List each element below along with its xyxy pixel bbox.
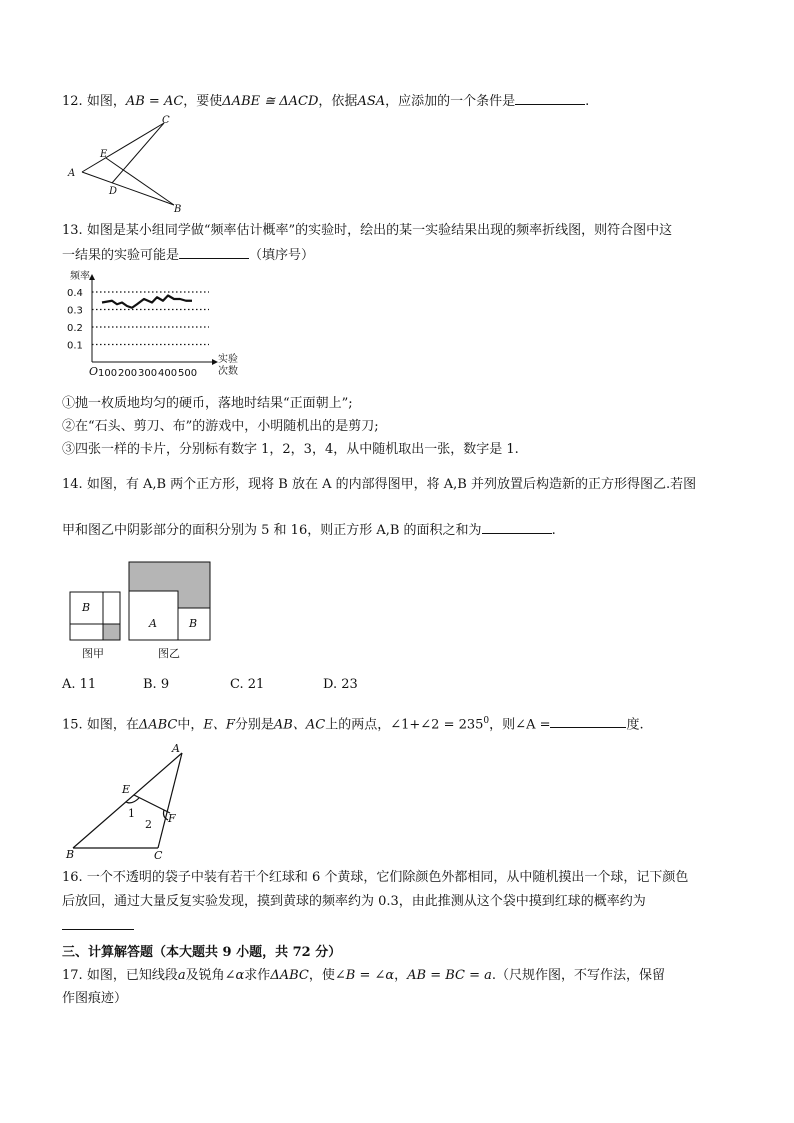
q15-triangle-figure — [62, 740, 202, 864]
q12-label-e: E — [100, 149, 108, 160]
x-axis-label-line2: 次数 — [218, 366, 238, 377]
origin-label: O — [89, 365, 99, 378]
answer-blank-q15[interactable] — [550, 714, 626, 728]
q14-option-a[interactable]: A. 11 — [62, 677, 97, 692]
answer-blank-q14[interactable] — [482, 520, 552, 534]
y-tick-label: 0.1 — [67, 340, 83, 352]
x-tick-label: 200 — [118, 368, 138, 379]
q12-text: 12. 如图，AB = AC，要使ΔABE ≅ ΔACD，依据ASA，应添加的一个条件是 . — [62, 91, 589, 111]
frequency-series-line — [102, 296, 192, 308]
y-tick-label: 0.4 — [67, 288, 83, 299]
caption-yi: 图乙 — [158, 647, 180, 660]
q12-label-a: A — [68, 168, 76, 179]
q12-label-d: D — [109, 186, 118, 197]
y-tick-label: 0.2 — [67, 323, 83, 334]
yi-label-a: A — [149, 617, 157, 630]
q13-option-1: ①抛一枚质地均匀的硬币，落地时结果“正面朝上”; — [62, 396, 353, 411]
q14-option-b[interactable]: B. 9 — [143, 677, 170, 692]
q17-text-line1: 17. 如图，已知线段a及锐角∠α求作ΔABC，使∠B = ∠α，AB = BC = a.（尺规作图，不写作法，保留 — [62, 968, 666, 983]
q16-text-line1: 16. 一个不透明的袋子中装有若干个红球和 6 个黄球，它们除颜色外都相同，从中随机摸出一个球，记下颜色 — [62, 870, 689, 885]
caption-jia: 图甲 — [82, 647, 104, 660]
answer-blank-q12[interactable] — [515, 91, 585, 105]
answer-blank-q13[interactable] — [179, 245, 249, 259]
q12-figure — [62, 112, 192, 214]
q13-option-2: ②在“石头、剪刀、布”的游戏中，小明随机出的是剪刀; — [62, 419, 379, 434]
q15-label-b: B — [66, 848, 75, 861]
q15-angle-2: 2 — [145, 818, 152, 831]
yi-square-a — [129, 591, 178, 640]
q15-text: 15. 如图，在ΔABC中，E、F分别是AB、AC上的两点，∠1+∠2 = $235^0$，则∠A = 度. — [62, 716, 644, 733]
q16-answer-line — [62, 916, 134, 936]
y-axis-label: 频率 — [70, 271, 90, 282]
jia-label-b: B — [82, 601, 91, 614]
x-tick-label: 100 — [98, 368, 118, 379]
q14-option-c[interactable]: C. 21 — [230, 677, 265, 692]
q14-text-line2: 甲和图乙中阴影部分的面积分别为 5 和 16，则正方形 A,B 的面积之和为 . — [62, 520, 556, 540]
q16-text-line2: 后放回，通过大量反复实验发现，摸到黄球的频率约为 0.3，由此推测从这个袋中摸到红球的概率约为 — [62, 894, 646, 909]
q15-label-c: C — [154, 849, 163, 862]
q12-label-b: B — [174, 204, 182, 214]
x-tick-label: 500 — [178, 368, 198, 379]
q14-option-d[interactable]: D. 23 — [323, 677, 358, 692]
q13-text-line2: 一结果的实验可能是 （填序号） — [62, 245, 314, 265]
q14-text-line1: 14. 如图，有 A,B 两个正方形，现将 B 放在 A 的内部得图甲，将 A,B 并列放置后构造新的正方形得图乙.若图 — [62, 477, 697, 492]
answer-blank-q16[interactable] — [62, 916, 134, 930]
q15-angle-1: 1 — [128, 807, 135, 820]
figure-jia — [70, 592, 120, 640]
q15-label-e: E — [122, 783, 131, 796]
q14-figures — [62, 558, 222, 664]
figure-yi — [129, 562, 210, 640]
q15-label-a: A — [172, 742, 180, 755]
q15-label-f: F — [168, 812, 176, 825]
frequency-line-chart — [62, 266, 252, 384]
x-tick-label: 300 — [138, 368, 158, 379]
y-tick-label: 0.3 — [67, 305, 83, 317]
yi-label-b: B — [189, 617, 198, 630]
q17-text-line2: 作图痕迹） — [62, 991, 128, 1006]
q13-option-3: ③四张一样的卡片，分别标有数字 1，2，3，4，从中随机取出一张，数字是 1. — [62, 442, 519, 457]
x-axis-label-line1: 实验 — [218, 354, 238, 365]
q12-label-c: C — [162, 115, 170, 126]
x-tick-label: 400 — [158, 368, 178, 379]
q13-text-line1: 13. 如图是某小组同学做“频率估计概率”的实验时，绘出的某一实验结果出现的频率折线图，则符合图中这 — [62, 223, 673, 238]
section-3-title: 三、计算解答题（本大题共 9 小题，共 72 分） — [62, 945, 342, 960]
jia-shaded-region — [103, 624, 120, 640]
